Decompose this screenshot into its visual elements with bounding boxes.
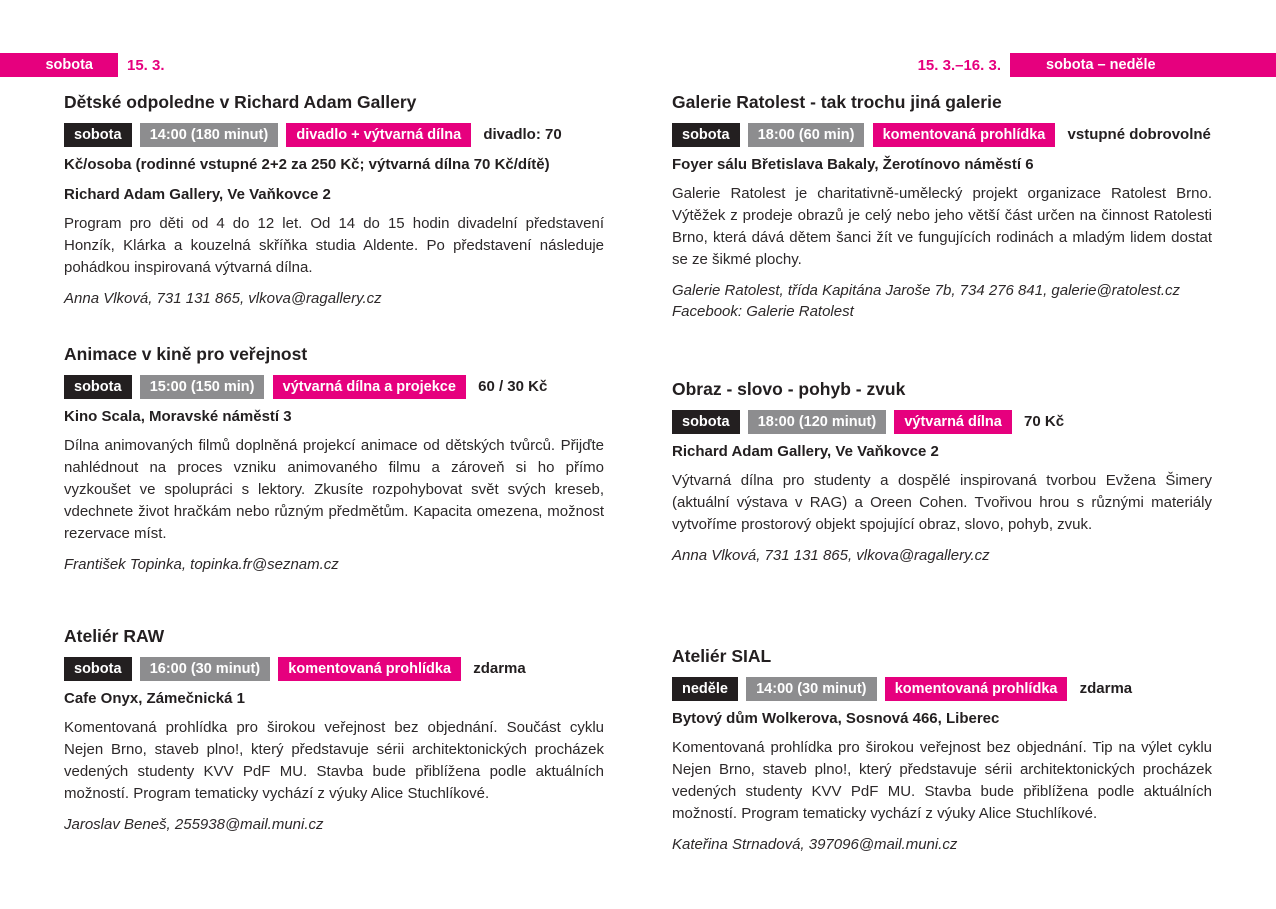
- time-tag: 14:00 (30 minut): [746, 677, 876, 701]
- event-card: [672, 646, 1212, 855]
- day-tag: sobota: [64, 657, 132, 681]
- contact-line-2: Facebook: Galerie Ratolest: [672, 303, 854, 320]
- category-tag: výtvarná dílna a projekce: [273, 375, 466, 399]
- event-title: Obraz - slovo - pohyb - zvuk: [672, 379, 906, 399]
- venue: Bytový dům Wolkerova, Sosnová 466, Liberec: [672, 710, 1000, 727]
- event-title: Ateliér SIAL: [672, 646, 772, 666]
- event-tagline: [672, 120, 1212, 150]
- event-tagline: [64, 120, 604, 180]
- event-description: Komentovaná prohlídka pro širokou veřejnost bez objednání. Tip na výlet cyklu Nejen Brno, staveb plno!, který představuje sérii architektonických procházek vedených studenty KVV PdF MU. Stavba bude přiblížena podle aktuálních možností. Program tematicky vychází z výuky Alice Stuchlíkové.: [672, 739, 1212, 822]
- time-tag: 18:00 (60 min): [748, 123, 865, 147]
- contact-line: Kateřina Strnadová, 397096@mail.muni.cz: [672, 836, 958, 853]
- event-card: [64, 626, 604, 835]
- column-right: [672, 92, 1212, 855]
- event-tagline: [64, 372, 604, 402]
- day-tag: sobota: [672, 410, 740, 434]
- event-description: Výtvarná dílna pro studenty a dospělé inspirovaná tvorbou Evžena Šimery (aktuální výstava v RAG) a Oreen Cohen. Tvořivou hrou s různými materiály vytvoříme prostorový objekt spojující obraz, slovo, pohyb, zvuk.: [672, 472, 1212, 533]
- event-tagline: [672, 407, 1212, 437]
- contact-line: Anna Vlková, 731 131 865, vlkova@ragallery.cz: [64, 290, 382, 307]
- day-tag: neděle: [672, 677, 738, 701]
- time-tag: 18:00 (120 minut): [748, 410, 886, 434]
- time-tag: 16:00 (30 minut): [140, 657, 270, 681]
- category-tag: divadlo + výtvarná dílna: [286, 123, 471, 147]
- event-card: [672, 379, 1212, 566]
- page-header: [0, 53, 1276, 77]
- date-label-right: 15. 3.–16. 3.: [917, 56, 1001, 74]
- event-columns: [0, 92, 1276, 855]
- event-description: Komentovaná prohlídka pro širokou veřejnost bez objednání. Součást cyklu Nejen Brno, staveb plno!, který představuje sérii architektonických procházek vedených studenty KVV PdF MU. Stavba bude přiblížena podle aktuálních možností. Program tematicky vychází z výuky Alice Stuchlíkové.: [64, 719, 604, 802]
- contact-line: Galerie Ratolest, třída Kapitána Jaroše 7b, 734 276 841, galerie@ratolest.cz: [672, 282, 1181, 299]
- day-tag: sobota: [672, 123, 740, 147]
- event-title: Dětské odpoledne v Richard Adam Gallery: [64, 92, 417, 112]
- event-title: Ateliér RAW: [64, 626, 165, 646]
- event-card: [672, 92, 1212, 322]
- header-left: [0, 53, 165, 77]
- day-banner-left: sobota: [0, 53, 118, 77]
- time-tag: 14:00 (180 minut): [140, 123, 278, 147]
- contact-line: Anna Vlková, 731 131 865, vlkova@ragallery.cz: [672, 547, 990, 564]
- event-description: Program pro děti od 4 do 12 let. Od 14 do 15 hodin divadelní představení Honzík, Klárka a kouzelná skříňka studia Aldente. Po představení následuje pohádkou inspirovaná výtvarná dílna.: [64, 215, 604, 276]
- day-banner-right: sobota – neděle: [1010, 53, 1276, 77]
- event-card: [64, 92, 604, 309]
- event-title: Galerie Ratolest - tak trochu jiná galerie: [672, 92, 1002, 112]
- contact-line: František Topinka, topinka.fr@seznam.cz: [64, 556, 339, 573]
- event-card: [64, 344, 604, 575]
- category-tag: komentovaná prohlídka: [885, 677, 1068, 701]
- price-label: 60 / 30 Kč: [478, 378, 548, 395]
- day-tag: sobota: [64, 123, 132, 147]
- contact-line: Jaroslav Beneš, 255938@mail.muni.cz: [64, 816, 324, 833]
- event-tagline: [64, 654, 604, 684]
- venue: Richard Adam Gallery, Ve Vaňkovce 2: [672, 443, 939, 460]
- price-label: vstupné dobrovolné: [1067, 126, 1211, 143]
- price-label: zdarma: [473, 660, 526, 677]
- event-tagline: [672, 674, 1212, 704]
- category-tag: komentovaná prohlídka: [873, 123, 1056, 147]
- venue: Kino Scala, Moravské náměstí 3: [64, 408, 292, 425]
- price-label: zdarma: [1079, 680, 1133, 697]
- category-tag: výtvarná dílna: [894, 410, 1012, 434]
- day-tag: sobota: [64, 375, 132, 399]
- price-label: divadlo: 70 Kč/osoba (rodinné vstupné 2+2 za 250 Kč; výtvarná dílna 70 Kč/dítě): [64, 126, 562, 173]
- date-label-left: 15. 3.: [127, 56, 165, 74]
- venue: Richard Adam Gallery, Ve Vaňkovce 2: [64, 186, 331, 203]
- venue: Foyer sálu Břetislava Bakaly, Žerotínovo náměstí 6: [672, 156, 1034, 173]
- event-title: Animace v kině pro veřejnost: [64, 344, 308, 364]
- event-description: Dílna animovaných filmů doplněná projekcí animace od dětských tvůrců. Přijďte nahlédnout na proces vzniku animovaného filmu a zároveň si ho přímo vyzkoušet ve spolupráci s lektory. Zkusíte rozpohybovat svět svých kreseb, vdechnete život hračkám nebo různým předmětům. Kapacita omezena, možnost rezervace míst.: [64, 437, 604, 542]
- event-description: Galerie Ratolest je charitativně-umělecký projekt organizace Ratolest Brno. Výtěžek z prodeje obrazů je celý nebo jeho větší část určen na činnost Ratolesti Brno, která dává dětem šanci žít ve fungujících rodinách a mladým lidem dostat se ze šikmé plochy.: [672, 185, 1212, 268]
- time-tag: 15:00 (150 min): [140, 375, 265, 399]
- venue: Cafe Onyx, Zámečnická 1: [64, 690, 245, 707]
- price-label: 70 Kč: [1024, 413, 1065, 430]
- column-left: [64, 92, 604, 855]
- category-tag: komentovaná prohlídka: [278, 657, 461, 681]
- header-right: [918, 53, 1276, 77]
